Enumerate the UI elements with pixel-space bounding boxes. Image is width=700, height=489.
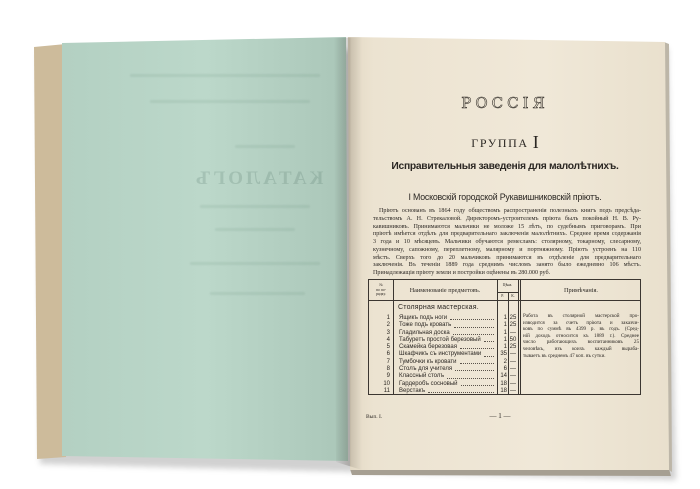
country-heading: РОССІЯ: [461, 94, 549, 112]
table-row: [369, 322, 520, 329]
bleed-through-line: [200, 205, 310, 208]
items-table: [368, 279, 641, 395]
price-rubles: 18: [500, 380, 507, 387]
description-line: Принадлежащія пріюту земли и постройки оцѣнены въ 280.000 руб.: [373, 270, 551, 276]
item-name-cell: [399, 359, 495, 366]
note-line: человѣкъ, изъ коихъ каждый выраба-: [523, 345, 639, 352]
header-name: Наименованіе предметовъ.: [409, 287, 481, 294]
institution-description: [373, 208, 641, 278]
leader-dots: [484, 341, 494, 342]
item-name: Тумбочки къ кровати: [399, 358, 457, 365]
row-number: 2: [386, 322, 390, 329]
price-rubles: 1: [503, 329, 507, 336]
price-kopecks: —: [510, 358, 516, 365]
note-line: ковъ по суммѣ въ 4399 р. въ годъ. (Сред-: [523, 326, 639, 333]
footer-issue: Вып. I.: [366, 414, 383, 420]
workshop-heading: Столярная мастерская.: [398, 304, 479, 311]
price-rubles: 1: [503, 315, 507, 321]
note-line: ній доходъ относится къ 1889 г.). Среднее: [523, 332, 639, 339]
item-name-cell: [399, 315, 495, 322]
price-kopecks: 25: [509, 315, 517, 321]
bleed-through-line: [235, 145, 295, 148]
item-name: Тоже подъ кровать: [399, 322, 452, 329]
table-row: [369, 366, 520, 373]
price-header-rule: [497, 292, 518, 293]
price-kopecks: 25: [509, 344, 517, 351]
description-line: кузнечному, сапожному, переплетному, малярному и портняжному. Пріютъ устроенъ на 110: [373, 246, 641, 253]
description-line: Пріютъ основанъ въ 1864 году обществомъ распространенія полезныхъ книгъ подъ предсѣда-: [379, 208, 641, 214]
table-row: [369, 388, 520, 395]
description-line: заключенія. Въ теченіи 1889 года среднимъ числомъ занято было ежедневно 106 мѣстъ.: [373, 262, 641, 269]
price-rubles: 2: [503, 358, 507, 365]
page-number: — 1 —: [489, 412, 511, 420]
item-name-cell: [399, 388, 495, 395]
header-price: Цѣна.: [502, 283, 513, 287]
description-line: пріютѣ имѣется отдѣлъ для предварительнаго заключенія малолѣтнихъ. Среднее время содержанія: [373, 231, 641, 238]
table-row: [369, 373, 520, 380]
price-rubles: 6: [503, 366, 507, 373]
bleed-through-line: [190, 262, 320, 265]
item-name: Гардеробъ сосновый: [399, 380, 458, 387]
item-name-cell: [399, 351, 495, 358]
price-kopecks: —: [510, 380, 516, 387]
leader-dots: [447, 378, 494, 379]
price-rubles: 1: [503, 336, 507, 343]
price-kopecks: 50: [509, 336, 517, 343]
row-number: 7: [386, 358, 390, 365]
note-line: число работающихъ воспитанниковъ 25: [523, 339, 639, 346]
table-row: [369, 315, 520, 322]
price-kopecks: 25: [509, 322, 517, 329]
leader-dots: [453, 334, 494, 335]
description-line: тельствомъ А. Н. Стрекаловой. Директоромъ-устроителемъ пріюта былъ покойный Н. В. Ру-: [373, 215, 641, 222]
bleed-through-title: КАТАЛОГЪ: [192, 168, 324, 189]
item-name-cell: [399, 322, 495, 329]
header-rule: [369, 300, 640, 301]
row-number: 1: [386, 315, 390, 321]
row-number: 6: [386, 351, 390, 358]
header-number: [369, 283, 393, 297]
header-rubles: Р.: [501, 294, 504, 298]
bleed-through-line: [150, 100, 310, 103]
item-name: Табуретъ простой березовый: [399, 336, 481, 343]
description-line: мѣстъ. Сверхъ того до 20 мальчиковъ принимаются въ отдѣленіе для предварительнаго: [373, 254, 641, 261]
price-rubles: 18: [500, 387, 507, 394]
header-kopecks: К.: [511, 294, 515, 298]
table-row: [369, 381, 520, 388]
row-number: 10: [383, 380, 390, 387]
bleed-through-line: [130, 74, 320, 77]
header-notes: Примѣчанія.: [563, 287, 599, 294]
group-heading: [430, 131, 580, 152]
price-rubles: 35: [500, 351, 507, 358]
price-kopecks: —: [510, 329, 516, 336]
item-name: Верстакъ: [399, 387, 426, 394]
table-row: [369, 351, 520, 358]
price-rubles: 14: [500, 373, 507, 380]
description-line: кавишниковъ. Принимаются мальчики не моложе 15 лѣтъ, по судебнымъ приговорамъ. При: [373, 223, 641, 230]
item-name: Шкафчикъ съ инструментами: [399, 351, 482, 358]
leader-dots: [461, 385, 494, 386]
table-rows: [369, 315, 520, 395]
row-number: 5: [386, 344, 390, 351]
header-number-line: №: [379, 283, 383, 287]
price-kopecks: —: [510, 351, 516, 358]
price-rubles: 1: [503, 344, 507, 351]
leader-dots: [460, 348, 494, 349]
item-name-cell: [399, 381, 495, 388]
price-kopecks: —: [510, 387, 516, 394]
item-name: Классный столъ: [399, 373, 445, 380]
item-name: Ящикъ подъ ноги: [399, 315, 448, 321]
price-kopecks: —: [510, 366, 516, 373]
leader-dots: [484, 356, 494, 357]
table-divider: [520, 280, 521, 394]
spine-shadow: [334, 37, 362, 470]
price-kopecks: —: [510, 373, 516, 380]
section-title: Исправительныя заведенія для малолѣтнихъ.: [391, 161, 619, 172]
note-line: Работа въ столярной мастерской про-: [523, 313, 639, 319]
row-number: 9: [386, 373, 390, 380]
leader-dots: [450, 319, 494, 320]
group-word: ГРУППА: [471, 136, 529, 150]
table-row: [369, 344, 520, 351]
note-line: изводится за счетъ пріюта и заказчи-: [523, 319, 639, 326]
row-number: 11: [383, 387, 390, 394]
right-page-stack-bottom: [350, 469, 671, 476]
note-line: тываетъ въ среднемъ 47 коп. въ сутки.: [523, 352, 606, 359]
item-name-cell: [399, 344, 495, 351]
row-number: 4: [386, 336, 390, 343]
row-number: 8: [386, 366, 390, 373]
item-name-cell: [399, 330, 495, 337]
bleed-through-line: [215, 228, 295, 231]
row-number: 3: [386, 329, 390, 336]
leader-dots: [460, 363, 495, 364]
leader-dots: [454, 327, 494, 328]
table-row: [369, 359, 520, 366]
group-numeral: I: [532, 132, 539, 152]
header-number-line: рядку.: [376, 292, 386, 297]
cover-edge: [34, 44, 66, 459]
table-row: [369, 330, 520, 337]
item-name: Гладильная доска: [399, 329, 450, 336]
notes-text: [523, 313, 639, 359]
leader-dots: [455, 370, 494, 371]
price-rubles: 1: [503, 322, 507, 329]
item-name-cell: [399, 373, 495, 380]
description-line: 3 года и 10 мѣсяцевъ. Мальчики обучаются ремесламъ: столярному, токарному, слесарному,: [373, 239, 641, 245]
item-name: Столъ для учителя: [399, 366, 453, 373]
header-number-line: по по-: [375, 287, 387, 292]
institution-title: I Московскій городской Рукавишниковскій пріютъ.: [408, 192, 602, 202]
item-name: Скамейка березовая: [399, 344, 457, 351]
bleed-through-line: [210, 292, 305, 295]
leader-dots: [428, 392, 494, 393]
